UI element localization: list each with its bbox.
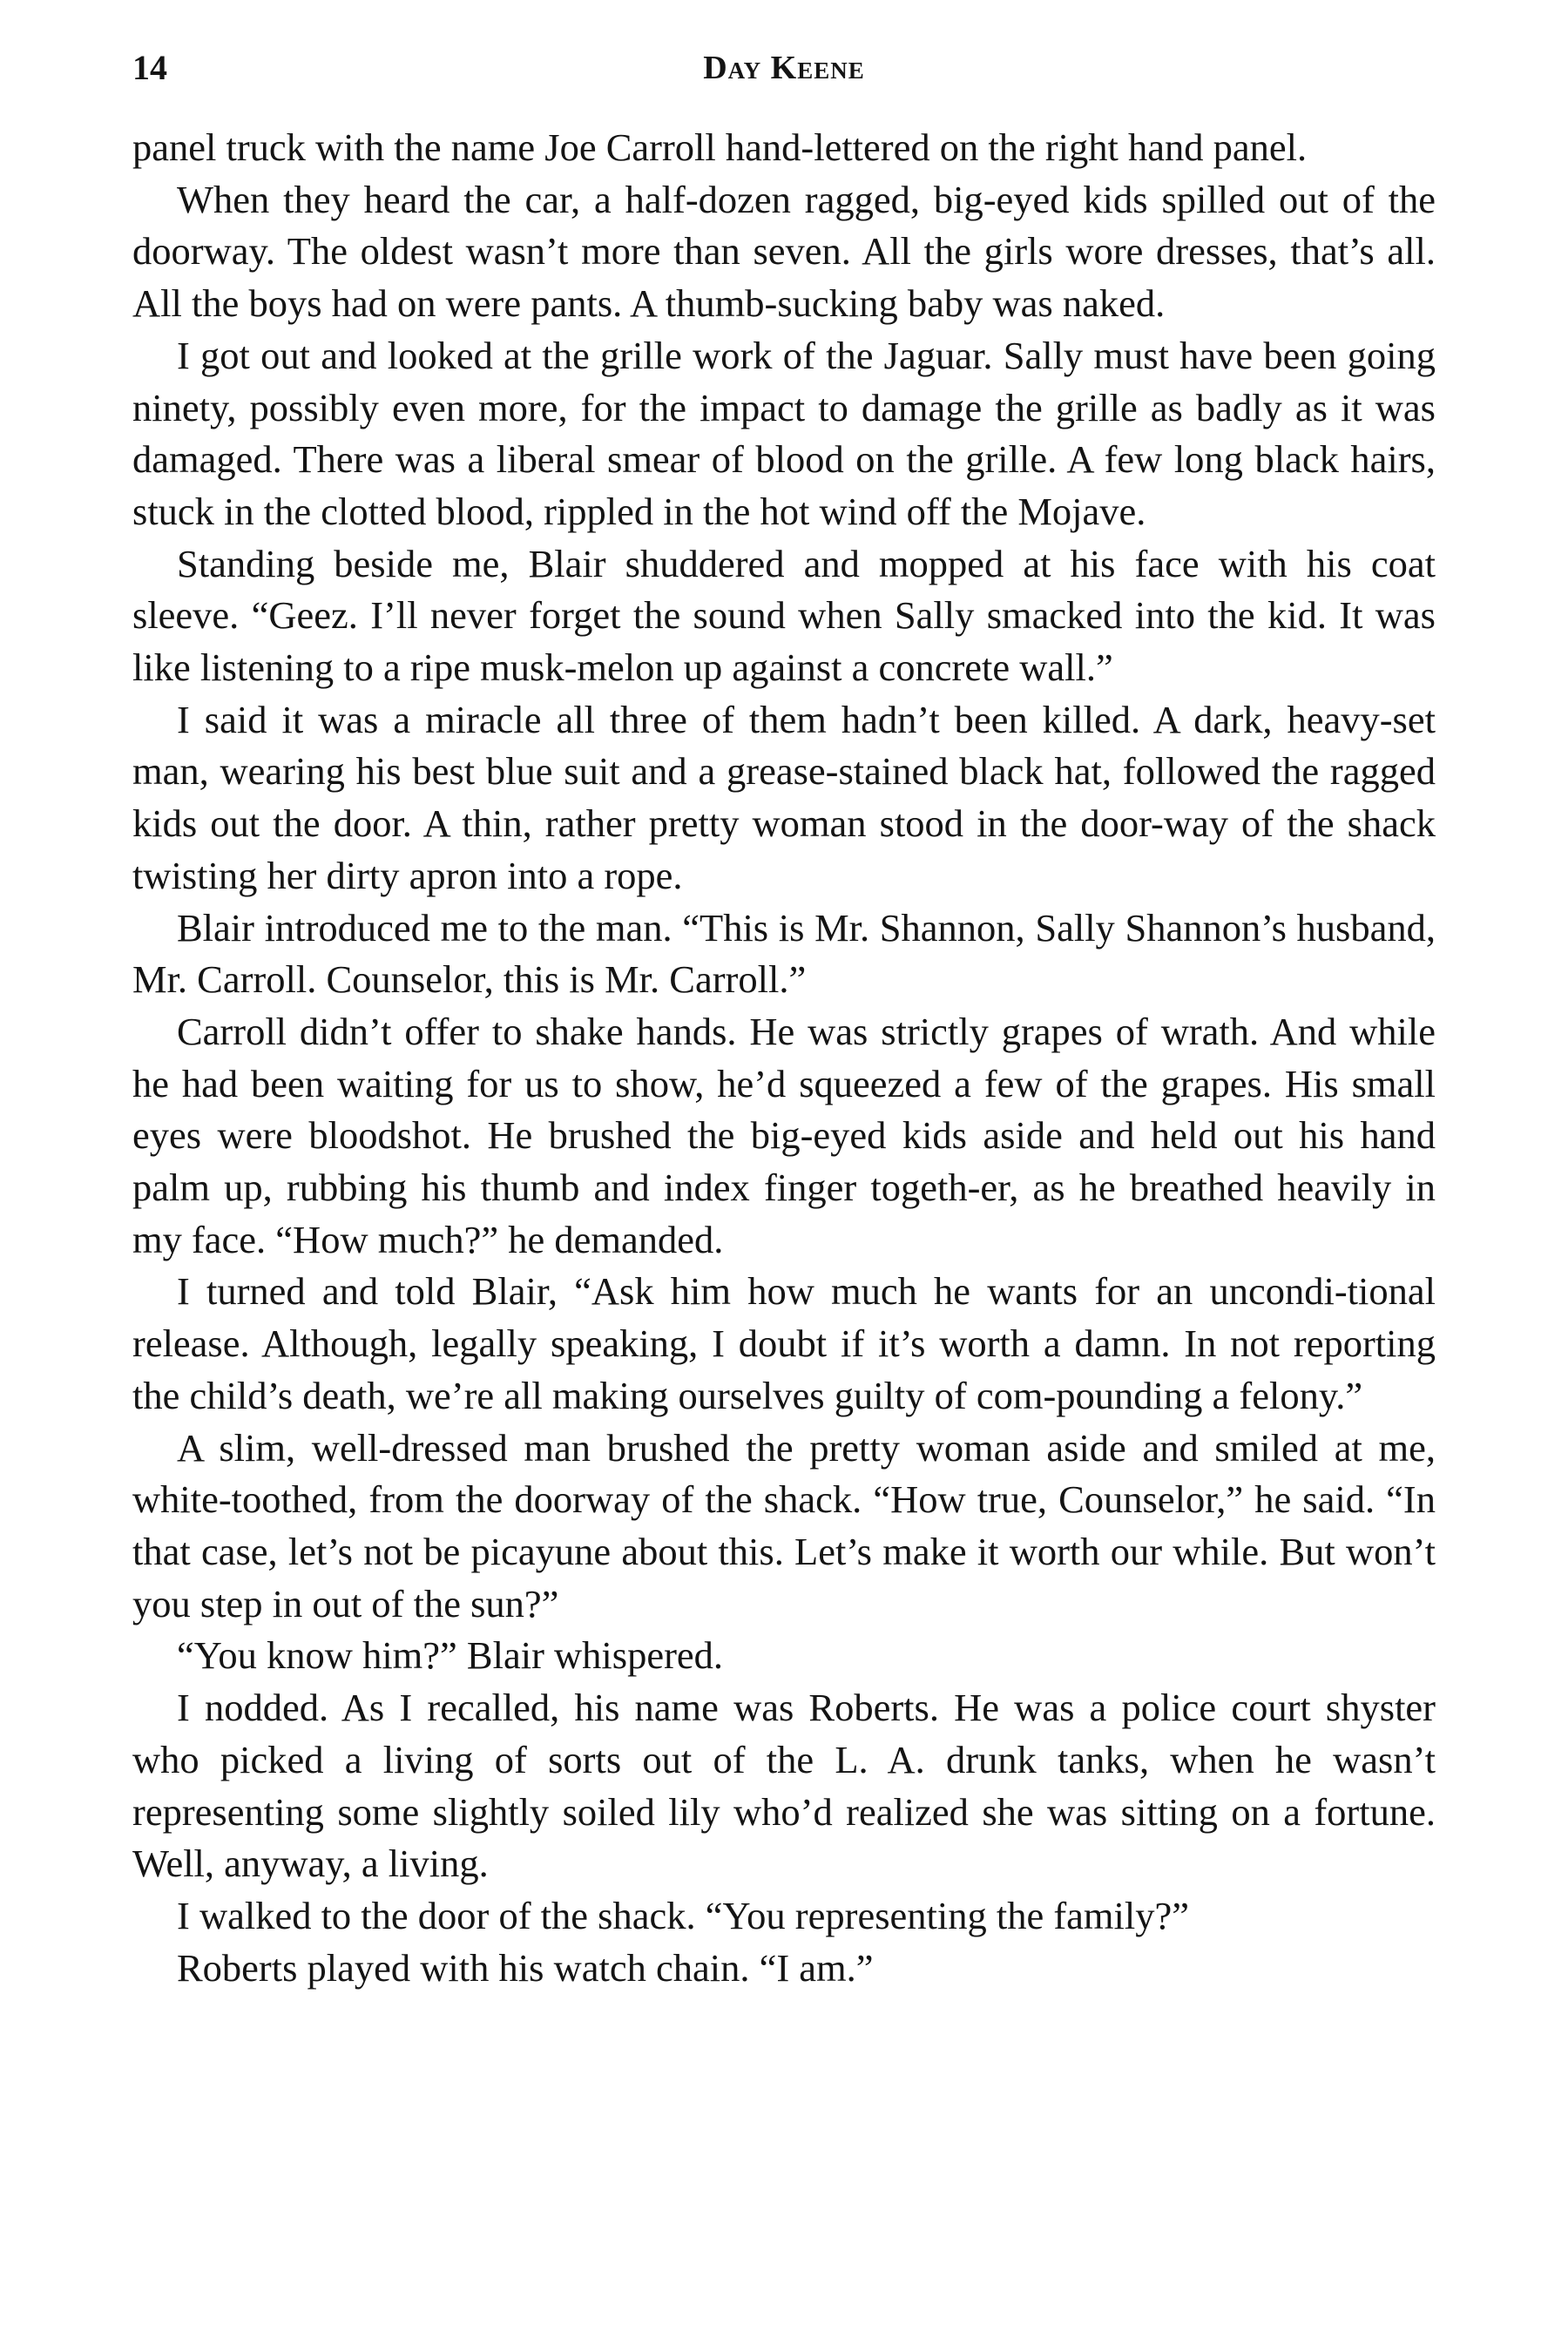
- running-title: Day Keene: [703, 50, 865, 86]
- paragraph: I nodded. As I recalled, his name was Roberts. He was a police court shyster who picked a living of sorts out of the L. A. drunk tanks, when he wasn’t representing some slightly soiled lily who’d realized she was sitting on a fortune. Well, anyway, a living.: [132, 1686, 1436, 1886]
- page-number: 14: [132, 48, 167, 87]
- paragraph: A slim, well-dressed man brushed the pretty woman aside and smiled at me, white-toothed, from the doorway of the shack. “How true, Counselor,” he said. “In that case, let’s not be picayune about this. Let’s make it worth our while. But won’t you step in out of the sun?”: [132, 1425, 1436, 1625]
- paragraph: I turned and told Blair, “Ask him how much he wants for an uncondi-tional release. Although, legally speaking, I doubt if it’s worth a damn. In not reporting the child’s death, we’re all making ourselves guilty of com-pounding a felony.”: [132, 1269, 1436, 1417]
- paragraph: I got out and looked at the grille work of the Jaguar. Sally must have been going ninety, possibly even more, for the impact to damage the grille as badly as it was damaged. There was a liberal smear of blood on the grille. A few long black hairs, stuck in the clotted blood, rippled in the hot wind off the Mojave.: [132, 333, 1436, 533]
- paragraph: Roberts played with his watch chain. “I am.”: [177, 1945, 874, 1990]
- paragraph: I said it was a miracle all three of them hadn’t been killed. A dark, heavy-set man, wearing his best blue suit and a grease-stained black hat, followed the ragged kids out the door. A thin, rather pretty woman stood in the door-way of the shack twisting her dirty apron into a rope.: [132, 697, 1436, 897]
- paragraph: “You know him?” Blair whispered.: [177, 1633, 724, 1678]
- text-body: [132, 122, 1436, 1994]
- book-page: [132, 0, 1436, 2352]
- paragraph: Carroll didn’t offer to shake hands. He was strictly grapes of wrath. And while he had been waiting for us to show, he’d squeezed a few of the grapes. His small eyes were bloodshot. He brushed the big-eyed kids aside and held out his hand palm up, rubbing his thumb and index finger togeth-er, as he breathed heavily in my face. “How much?” he demanded.: [132, 1009, 1436, 1261]
- paragraph: I walked to the door of the shack. “You representing the family?”: [177, 1893, 1190, 1937]
- paragraph: Standing beside me, Blair shuddered and mopped at his face with his coat sleeve. “Geez. I’ll never forget the sound when Sally smacked into the kid. It was like listening to a ripe musk-melon up against a concrete wall.”: [132, 541, 1436, 690]
- paragraph: When they heard the car, a half-dozen ragged, big-eyed kids spilled out of the doorway. The oldest wasn’t more than seven. All the girls wore dresses, that’s all. All the boys had on were pants. A thumb-sucking baby was naked.: [132, 177, 1436, 326]
- paragraph: Blair introduced me to the man. “This is Mr. Shannon, Sally Shannon’s husband, Mr. Carroll. Counselor, this is Mr. Carroll.”: [132, 905, 1436, 1002]
- paragraph: panel truck with the name Joe Carroll hand-lettered on the right hand panel.: [132, 125, 1308, 169]
- page-header: [132, 42, 1436, 94]
